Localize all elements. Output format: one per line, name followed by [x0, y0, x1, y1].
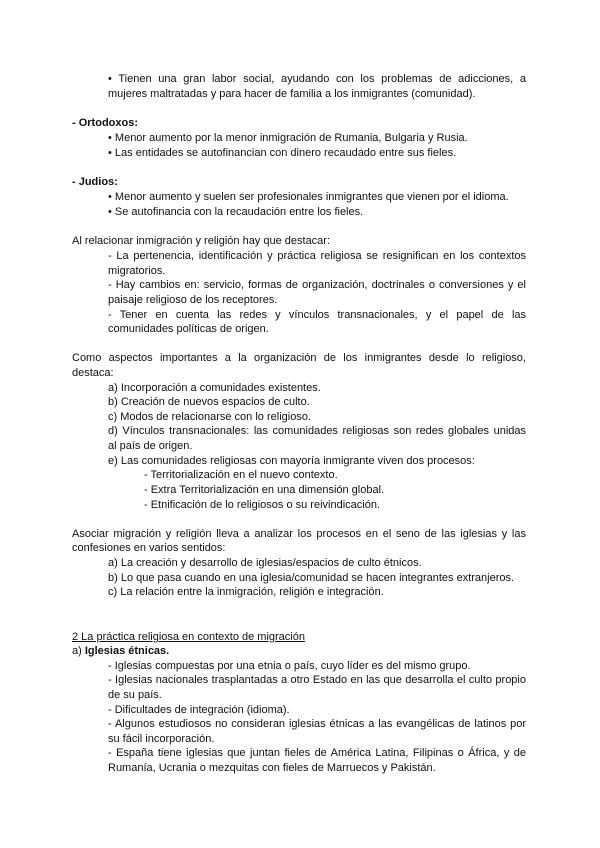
ortodoxos-item-1: • Menor aumento por la menor inmigración de Rumania, Bulgaria y Rusia.	[108, 132, 468, 144]
judios-item-2: • Se autofinancia con la recaudación entre los fieles.	[108, 206, 364, 218]
relacion-p2-line-2: paisaje religioso de los receptores.	[108, 294, 278, 306]
aspectos-item-d-line-1: d) Vínculos transnacionales: las comunidades religiosas son redes globales unidas	[108, 425, 526, 437]
asociar-item-c: c) La relación entre la inmigración, religión e integración.	[108, 586, 384, 598]
relacion-p1-line-1: - La pertenencia, identificación y práctica religiosa se resignifican en los contextos	[108, 250, 526, 262]
intro-bullet-line-1: • Tienen una gran labor social, ayudando con los problemas de adicciones, a	[108, 73, 526, 85]
asociar-item-a: a) La creación y desarrollo de iglesias/espacios de culto étnicos.	[108, 557, 422, 569]
subheading-prefix: a)	[72, 645, 85, 657]
aspectos-e-sub-1: - Territorialización en el nuevo contexto.	[144, 469, 338, 481]
relacion-p1-line-2: migratorios.	[108, 265, 166, 277]
iglesias-item-2-line-2: de su país.	[108, 689, 162, 701]
asociar-intro-line-2: confesiones en varios sentidos:	[72, 542, 226, 554]
iglesias-item-1: - Iglesias compuestas por una etnia o país, cuyo líder es del mismo grupo.	[108, 660, 471, 672]
asociar-intro-line-1: Asociar migración y religión lleva a analizar los procesos en el seno de las iglesias y las	[72, 528, 526, 540]
relacion-p3-line-1: - Tener en cuenta las redes y vínculos transnacionales, y el papel de las	[108, 309, 526, 321]
intro-bullet-line-2: mujeres maltratadas y para hacer de familia a los inmigrantes (comunidad).	[108, 88, 476, 100]
iglesias-item-3: - Dificultades de integración (idioma).	[108, 704, 290, 716]
aspectos-item-e: e) Las comunidades religiosas con mayoría inmigrante viven dos procesos:	[108, 455, 475, 467]
judios-item-1: • Menor aumento y suelen ser profesionales inmigrantes que vienen por el idioma.	[108, 191, 509, 203]
section-2-title: 2 La práctica religiosa en contexto de migración	[72, 631, 305, 643]
aspectos-item-a: a) Incorporación a comunidades existentes.	[108, 382, 321, 394]
iglesias-item-4-line-2: su fácil incorporación.	[108, 733, 215, 745]
relacion-p3-line-2: comunidades políticas de origen.	[108, 323, 269, 335]
iglesias-item-4-line-1: - Algunos estudiosos no consideran iglesias étnicas a las evangélicas de latinos por	[108, 718, 526, 730]
aspectos-item-c: c) Modos de relacionarse con lo religioso.	[108, 411, 311, 423]
relacion-p2-line-1: - Hay cambios en: servicio, formas de organización, doctrinales o conversiones y el	[108, 279, 526, 291]
relacion-intro: Al relacionar inmigración y religión hay que destacar:	[72, 235, 331, 247]
aspectos-intro-line-2: destaca:	[72, 367, 114, 379]
aspectos-e-sub-3: - Etnificación de lo religiosos o su reivindicación.	[144, 499, 381, 511]
judios-heading: - Judios:	[72, 176, 118, 188]
aspectos-item-d-line-2: al país de origen.	[108, 440, 193, 452]
subheading-title: Iglesias étnicas.	[84, 645, 170, 657]
section-2-subheading	[72, 644, 169, 659]
ortodoxos-item-2: • Las entidades se autofinancian con dinero recaudado entre sus fieles.	[108, 147, 457, 159]
iglesias-item-5-line-2: Rumanía, Ucrania o mezquitas con fieles de Marruecos y Pakistán.	[108, 762, 436, 774]
ortodoxos-heading: - Ortodoxos:	[72, 117, 138, 129]
aspectos-intro-line-1: Como aspectos importantes a la organización de los inmigrantes desde lo religioso,	[72, 352, 526, 364]
asociar-item-b: b) Lo que pasa cuando en una iglesia/comunidad se hacen integrantes extranjeros.	[108, 572, 515, 584]
aspectos-item-b: b) Creación de nuevos espacios de culto.	[108, 396, 310, 408]
aspectos-e-sub-2: - Extra Territorialización en una dimensión global.	[144, 484, 385, 496]
iglesias-item-2-line-1: - Iglesias nacionales trasplantadas a otro Estado en las que desarrolla el culto propio	[108, 674, 526, 686]
iglesias-item-5-line-1: - España tiene iglesias que juntan fieles de América Latina, Filipinas o África, y de	[108, 747, 526, 759]
